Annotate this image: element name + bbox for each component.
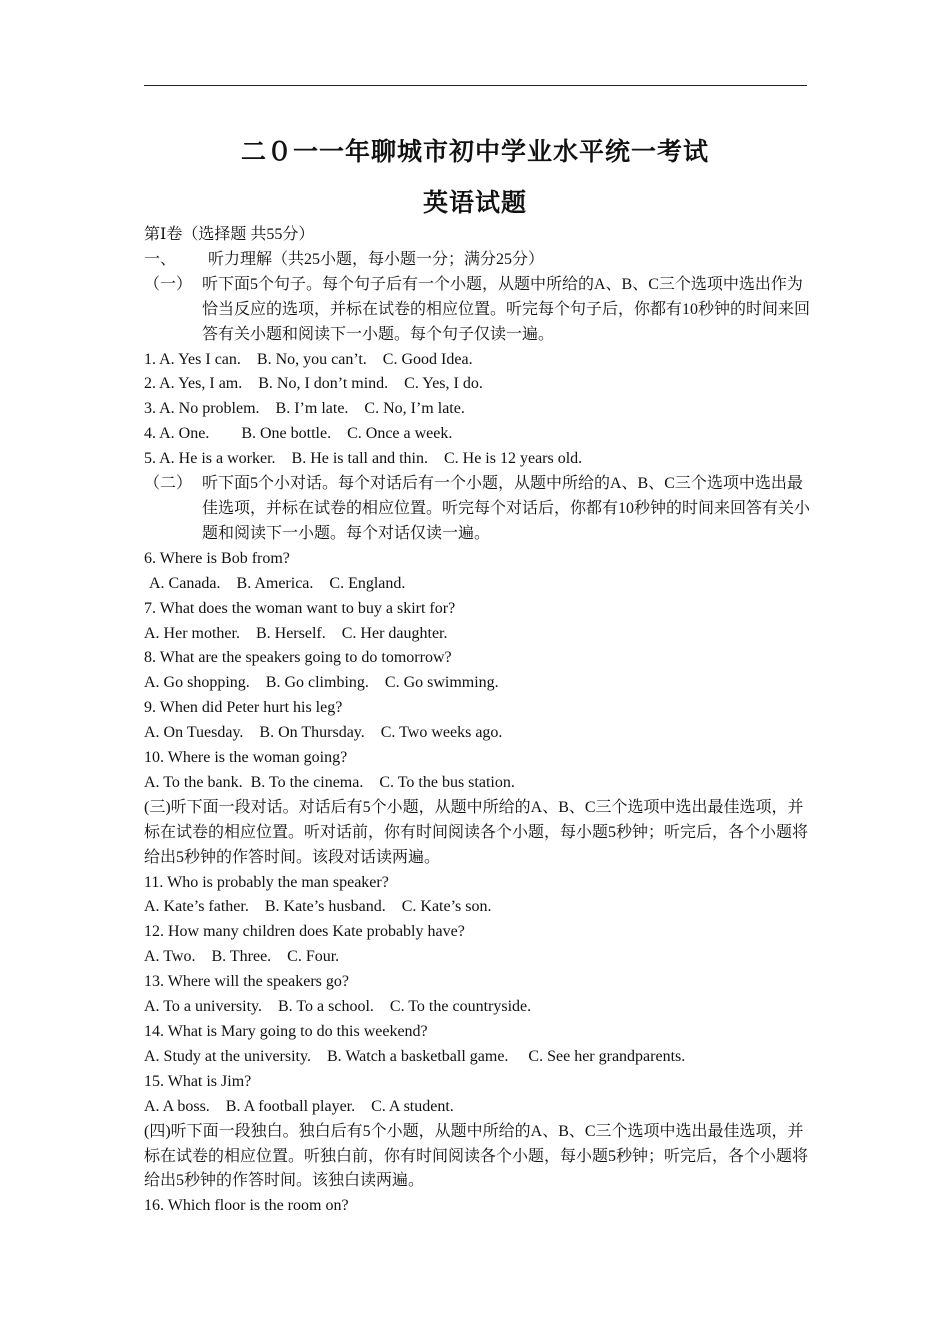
subsection-label: （一） (144, 275, 193, 293)
part-heading: 第Ⅰ卷（选择题 共55分） (144, 226, 315, 243)
question-13: 13. Where will the speakers go? (144, 973, 349, 991)
question-10-options: A. To the bank. B. To the cinema. C. To the bus station. (144, 773, 515, 791)
question-13-options: A. To a university. B. To a school. C. To the countryside. (144, 998, 532, 1016)
question-16: 16. Which floor is the room on? (144, 1197, 349, 1215)
question-6-options: A. Canada. B. America. C. England. (149, 574, 406, 592)
question-10: 10. Where is the woman going? (144, 749, 348, 767)
subsection-instructions: (三)听下面一段对话。对话后有5个小题，从题中所给的A、B、C三个选项中选出最佳选项，并标在试卷的相应位置。听对话前，你有时间阅读各个小题，每小题5秒钟；听完后，各个小题将给出5秒钟的作答时间。该段对话读两遍。 (144, 798, 809, 866)
header-rule (144, 85, 807, 86)
question-2: 2. A. Yes, I am. B. No, I don’t mind. C. Yes, I do. (144, 375, 483, 393)
question-12: 12. How many children does Kate probably have? (144, 923, 465, 941)
question-9: 9. When did Peter hurt his leg? (144, 699, 343, 717)
question-12-options: A. Two. B. Three. C. Four. (144, 948, 340, 966)
question-8: 8. What are the speakers going to do tomorrow? (144, 649, 452, 667)
question-9-options: A. On Tuesday. B. On Thursday. C. Two weeks ago. (144, 724, 503, 742)
question-14-options: A. Study at the university. B. Watch a basketball game. C. See her grandparents. (144, 1047, 686, 1065)
question-5: 5. A. He is a worker. B. He is tall and thin. C. He is 12 years old. (144, 450, 583, 468)
subsection-text: 听下面5个小对话。每个对话后有一个小题，从题中所给的A、B、C三个选项中选出最佳选项，并标在试卷的相应位置。听完每个对话后，你都有10秒钟的时间来回答有关小题和阅读下一小题。每个对话仅读一遍。 (202, 475, 811, 542)
question-7: 7. What does the woman want to buy a skirt for? (144, 599, 456, 617)
question-11-options: A. Kate’s father. B. Kate’s husband. C. Kate’s son. (144, 898, 492, 916)
question-11: 11. Who is probably the man speaker? (144, 873, 389, 891)
exam-body (144, 223, 816, 1219)
subsection-instructions (144, 273, 816, 348)
exam-title: 二０一一年聊城市初中学业水平统一考试 (240, 139, 709, 166)
question-7-options: A. Her mother. B. Herself. C. Her daughter. (144, 624, 448, 642)
question-6: 6. Where is Bob from? (144, 549, 290, 567)
question-4: 4. A. One. B. One bottle. C. Once a week. (144, 425, 453, 443)
subsection-instructions: (四)听下面一段独白。独白后有5个小题，从题中所给的A、B、C三个选项中选出最佳选项，并标在试卷的相应位置。听独白前，你有时间阅读各个小题，每小题5秒钟；听完后，各个小题将给出5秒钟的作答时间。该独白读两遍。 (144, 1122, 809, 1190)
subsection-text: 听下面5个句子。每个句子后有一个小题，从题中所给的A、B、C三个选项中选出作为恰当反应的选项，并标在试卷的相应位置。听完每个句子后，你都有10秒钟的时间来回答有关小题和阅读下一小题。每个句子仅读一遍。 (202, 275, 811, 343)
question-3: 3. A. No problem. B. I’m late. C. No, I’m late. (144, 400, 465, 418)
question-15: 15. What is Jim? (144, 1072, 252, 1090)
exam-subtitle: 英语试题 (422, 190, 527, 217)
subsection-instructions (144, 472, 816, 547)
question-8-options: A. Go shopping. B. Go climbing. C. Go swimming. (144, 674, 499, 692)
question-1: 1. A. Yes I can. B. No, you can’t. C. Good Idea. (144, 350, 473, 368)
subsection-label: （二） (144, 475, 193, 493)
section-heading: 一、 听力理解（共25小题，每小题一分；满分25分） (144, 250, 545, 268)
question-14: 14. What is Mary going to do this weekend? (144, 1023, 428, 1040)
question-15-options: A. A boss. B. A football player. C. A student. (144, 1097, 454, 1115)
